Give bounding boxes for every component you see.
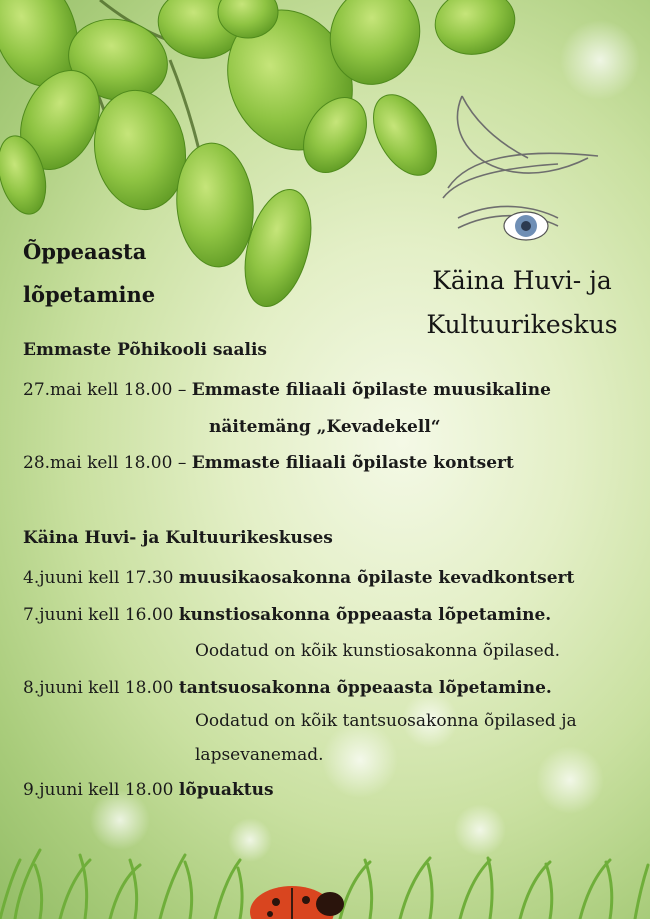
event-title: lõpuaktus (178, 780, 274, 800)
organization-name (412, 259, 632, 347)
event-row (23, 605, 551, 625)
section-heading-kaina: Käina Huvi- ja Kultuurikeskuses (23, 528, 333, 548)
event-title-continued: näitemäng „Kevadekell“ (209, 417, 441, 437)
organization-line-2: Kultuurikeskus (426, 310, 618, 339)
event-date: 27.mai kell 18.00 – (23, 380, 192, 400)
event-note-continued: lapsevanemad. (195, 745, 324, 765)
event-title: muusikaosakonna õpilaste kevadkontsert (178, 568, 575, 588)
event-row (23, 780, 274, 800)
event-row (23, 568, 574, 588)
event-row (23, 380, 551, 400)
event-note: Oodatud on kõik kunstiosakonna õpilased. (195, 641, 560, 661)
event-date: 9.juuni kell 18.00 (23, 780, 179, 800)
event-title: kunstiosakonna õppeaasta lõpetamine. (178, 605, 552, 625)
event-title: tantsuosakonna õppeaasta lõpetamine. (178, 678, 552, 698)
event-row (23, 678, 552, 698)
event-date: 28.mai kell 18.00 – (23, 453, 192, 473)
organization-line-1: Käina Huvi- ja (432, 266, 612, 295)
title-line-1: Õppeaasta (23, 239, 147, 264)
event-title: Emmaste filiaali õpilaste muusikaline (191, 380, 551, 400)
organization-logo (438, 88, 608, 248)
poster-title (23, 230, 155, 316)
title-line-2: lõpetamine (23, 282, 156, 307)
event-date: 7.juuni kell 16.00 (23, 605, 179, 625)
event-title: Emmaste filiaali õpilaste kontsert (191, 453, 514, 473)
ladybug (250, 886, 344, 919)
event-date: 4.juuni kell 17.30 (23, 568, 179, 588)
event-date: 8.juuni kell 18.00 (23, 678, 179, 698)
section-heading-emmaste: Emmaste Põhikooli saalis (23, 340, 267, 360)
event-note: Oodatud on kõik tantsuosakonna õpilased ja (195, 711, 577, 731)
event-row (23, 453, 514, 473)
